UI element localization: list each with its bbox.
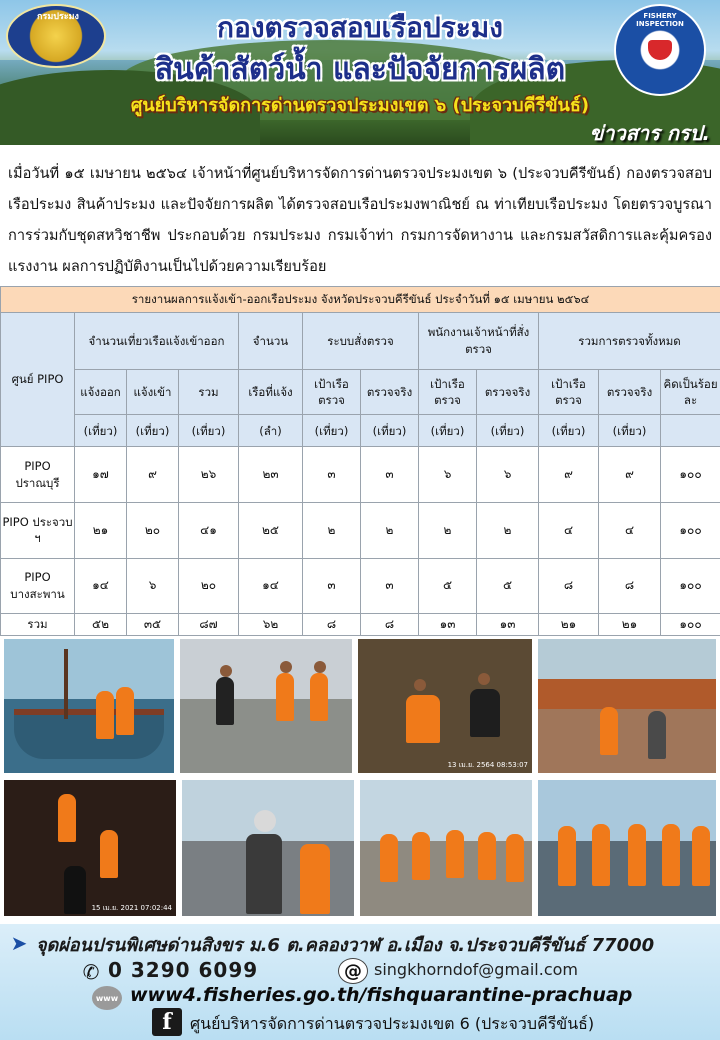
unit-trip: (เที่ยว) — [599, 415, 661, 447]
cell-sys-actual: ๓ — [361, 558, 419, 614]
cell-staff-actual: ๕ — [477, 558, 539, 614]
unit-trip: (เที่ยว) — [419, 415, 477, 447]
unit-trip: (เที่ยว) — [75, 415, 127, 447]
row-center-name: PIPO บางสะพาน — [1, 558, 75, 614]
unit-trip: (เที่ยว) — [303, 415, 361, 447]
col-group-system: ระบบสั่งตรวจ — [303, 312, 419, 370]
globe-icon: www — [92, 986, 122, 1010]
cell-percent: ๑๐๐ — [661, 558, 720, 614]
sub-header-percent: คิดเป็นร้อยละ — [661, 370, 720, 415]
phone-icon: ✆ — [82, 960, 100, 984]
unit-trip: (เที่ยว) — [539, 415, 599, 447]
cell-percent: ๑๐๐ — [661, 614, 720, 636]
photo-timestamp: 13 เม.ย. 2564 08:53:07 — [447, 761, 528, 770]
col-group-staff: พนักงานเจ้าหน้าที่สั่งตรวจ — [419, 312, 539, 370]
photo-boat-inspection — [2, 637, 176, 775]
footer-email[interactable]: singkhorndof@gmail.com — [374, 960, 578, 979]
sub-header-target: เป้าเรือตรวจ — [303, 370, 361, 415]
banner-news-label: ข่าวสาร กรป. — [589, 121, 710, 145]
sub-header-actual: ตรวจจริง — [477, 370, 539, 415]
cell-percent: ๑๐๐ — [661, 447, 720, 503]
logo-shield-icon — [648, 40, 672, 60]
cell-total-target: ๔ — [539, 502, 599, 558]
cell-sys-target: ๒ — [303, 502, 361, 558]
col-group-trips: จำนวนเที่ยวเรือแจ้งเข้าออก — [75, 312, 239, 370]
cell-sum: ๔๑ — [179, 502, 239, 558]
sub-header-actual: ตรวจจริง — [361, 370, 419, 415]
cell-staff-actual: ๑๓ — [477, 614, 539, 636]
cell-out: ๑๗ — [75, 447, 127, 503]
cell-sum: ๒๐ — [179, 558, 239, 614]
cell-sys-target: ๓ — [303, 558, 361, 614]
cell-total-actual: ๔ — [599, 502, 661, 558]
row-center-name: PIPO ประจวบ ฯ — [1, 502, 75, 558]
cell-boats: ๒๕ — [239, 502, 303, 558]
cell-boats: ๑๔ — [239, 558, 303, 614]
table-caption: รายงานผลการแจ้งเข้า-ออกเรือประมง จังหวัดประจวบคีรีขันธ์ ประจำวันที่ ๑๕ เมษายน ๒๕๖๔ — [1, 287, 720, 313]
report-table — [0, 286, 720, 636]
photo-dock-nets — [536, 637, 718, 775]
facebook-icon[interactable]: f — [152, 1008, 182, 1036]
cell-sum: ๘๗ — [179, 614, 239, 636]
banner-title: กองตรวจสอบเรือประมง — [217, 11, 503, 44]
footer-address: จุดผ่อนปรนพิเศษด่านสิงขร ม.6 ต.คลองวาฬ อ.เมือง จ.ประจวบคีรีขันธ์ 77000 — [36, 935, 655, 956]
cell-total-actual: ๒๑ — [599, 614, 661, 636]
cell-out: ๕๒ — [75, 614, 127, 636]
unit-trip: (เที่ยว) — [361, 415, 419, 447]
cell-boats: ๒๓ — [239, 447, 303, 503]
banner-subtitle: สินค้าสัตว์น้ำ และปัจจัยการผลิต — [154, 52, 566, 87]
logo-left-text: กรมประมง — [37, 12, 79, 22]
sub-header-actual: ตรวจจริง — [599, 370, 661, 415]
cell-sys-actual: ๒ — [361, 502, 419, 558]
cell-in: ๒๐ — [127, 502, 179, 558]
sub-header-boats: เรือที่แจ้ง — [239, 370, 303, 415]
cell-total-target: ๘ — [539, 558, 599, 614]
cell-staff-target: ๒ — [419, 502, 477, 558]
sub-header-out: แจ้งออก — [75, 370, 127, 415]
cell-total-actual: ๙ — [599, 447, 661, 503]
cell-staff-actual: ๒ — [477, 502, 539, 558]
cell-sys-target: ๓ — [303, 447, 361, 503]
cell-staff-target: ๖ — [419, 447, 477, 503]
cell-in: ๓๕ — [127, 614, 179, 636]
cell-total-target: ๒๑ — [539, 614, 599, 636]
cell-staff-actual: ๖ — [477, 447, 539, 503]
contact-footer — [0, 924, 720, 1040]
cell-boats: ๖๒ — [239, 614, 303, 636]
table-row — [1, 447, 720, 503]
department-of-fisheries-logo — [6, 4, 106, 68]
fishery-inspection-logo — [614, 4, 706, 96]
email-icon: @ — [338, 958, 368, 984]
cell-staff-target: ๕ — [419, 558, 477, 614]
footer-facebook-page[interactable]: ศูนย์บริหารจัดการด่านตรวจประมงเขต 6 (ประจวบคีรีขันธ์) — [190, 1014, 595, 1033]
unit-trip: (เที่ยว) — [477, 415, 539, 447]
photo-team-group — [536, 778, 718, 918]
col-group-total: รวมการตรวจทั้งหมด — [539, 312, 720, 370]
unit-trip: (เที่ยว) — [127, 415, 179, 447]
footer-phone[interactable]: 0 3290 6099 — [108, 958, 259, 982]
cell-out: ๑๔ — [75, 558, 127, 614]
photo-officer-checking — [180, 778, 356, 918]
cell-sys-target: ๘ — [303, 614, 361, 636]
table-row — [1, 502, 720, 558]
sub-header-target: เป้าเรือตรวจ — [419, 370, 477, 415]
col-group-count: จำนวน — [239, 312, 303, 370]
cell-sys-actual: ๘ — [361, 614, 419, 636]
photo-group-pier — [358, 778, 534, 918]
cell-sum: ๒๖ — [179, 447, 239, 503]
cell-total-target: ๙ — [539, 447, 599, 503]
unit-blank — [661, 415, 720, 447]
photo-night-inspection — [2, 778, 178, 918]
cell-in: ๙ — [127, 447, 179, 503]
logo-right-text: FISHERY INSPECTION — [636, 12, 684, 28]
photo-life-vest-check — [356, 637, 534, 775]
unit-trip: (เที่ยว) — [179, 415, 239, 447]
photo-crew-briefing — [178, 637, 354, 775]
col-header-center: ศูนย์ PIPO — [1, 312, 75, 447]
cell-sys-actual: ๓ — [361, 447, 419, 503]
sub-header-in: แจ้งเข้า — [127, 370, 179, 415]
unit-boat: (ลำ) — [239, 415, 303, 447]
cell-total-actual: ๘ — [599, 558, 661, 614]
table-row — [1, 558, 720, 614]
cell-in: ๖ — [127, 558, 179, 614]
paper-plane-icon: ➤ — [10, 931, 28, 955]
photo-timestamp: 15 เม.ย. 2021 07:02:44 — [91, 904, 172, 913]
total-label: รวม — [1, 614, 75, 636]
footer-website[interactable]: www4.fisheries.go.th/fishquarantine-prachuap — [130, 984, 633, 1006]
row-center-name: PIPO ปราณบุรี — [1, 447, 75, 503]
sub-header-target: เป้าเรือตรวจ — [539, 370, 599, 415]
cell-percent: ๑๐๐ — [661, 502, 720, 558]
cell-staff-target: ๑๓ — [419, 614, 477, 636]
banner-office-name: ศูนย์บริหารจัดการด่านตรวจประมงเขต ๖ (ประจวบคีรีขันธ์) — [130, 95, 590, 116]
header-banner — [0, 0, 720, 145]
cell-out: ๒๑ — [75, 502, 127, 558]
sub-header-sum: รวม — [179, 370, 239, 415]
table-total-row — [1, 614, 720, 636]
news-paragraph: เมื่อวันที่ ๑๕ เมษายน ๒๕๖๔ เจ้าหน้าที่ศูนย์บริหารจัดการด่านตรวจประมงเขต ๖ (ประจวบคีรีขันธ์) กองตรวจสอบเรือประมง สินค้าประมง และปัจจัยการผลิต ได้ตรวจสอบเรือประมงพาณิชย์ ณ ท่าเทียบเรือประมง โดยตรวจบูรณาการร่วมกับชุดสหวิชาชีพ ประกอบด้วย กรมประมง กรมเจ้าท่า กรมการจัดหางาน และกรมสวัสดิการและคุ้มครองแรงงาน ผลการปฏิบัติงานเป็นไปด้วยความเรียบร้อย — [8, 165, 712, 275]
